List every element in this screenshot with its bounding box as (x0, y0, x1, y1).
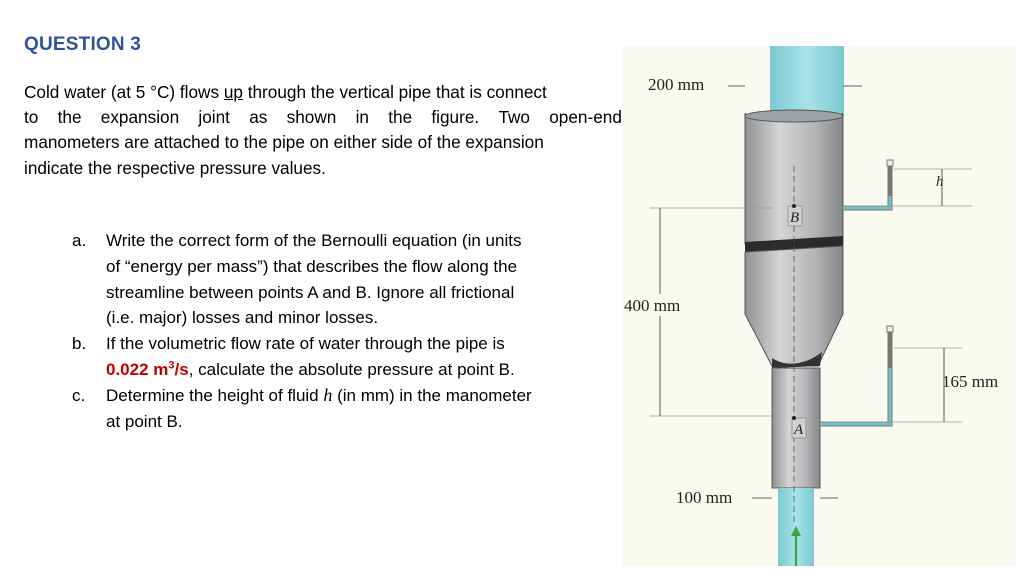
expansion-joint-figure (622, 46, 1016, 566)
part-a-line: Write the correct form of the Bernoulli equation (in units (106, 231, 522, 250)
part-c-label: c. (72, 385, 86, 405)
question-parts (72, 228, 612, 434)
variable-h: h (323, 384, 333, 405)
upper-pipe-rim (745, 110, 843, 122)
intro-line-2: to the expansion joint as shown in the figure. Two open-end (24, 107, 622, 128)
upper-water-column (770, 46, 844, 116)
part-b-line: 0.022 $m^3/s$, calculate the absolute pressure at point B. (106, 359, 515, 379)
point-b-label: B (790, 210, 800, 226)
underlined-word: up (223, 82, 243, 102)
part-a-label: a. (72, 231, 87, 250)
dim-400mm: 400 mm (624, 296, 681, 315)
dim-100mm: 100 mm (676, 488, 733, 507)
manometer-b-tip (887, 160, 893, 166)
part-b-line: If the volumetric flow rate of water through the pipe is (106, 334, 505, 354)
part-a-line: (i.e. major) losses and minor losses. (106, 308, 379, 328)
part-b (72, 331, 612, 383)
point-b-marker (792, 204, 796, 208)
question-intro (24, 80, 622, 190)
part-a-line: streamline between points A and B. Ignore all frictional (106, 282, 515, 302)
dim-200mm: 200 mm (648, 75, 705, 94)
flow-rate-value: 0.022 $m^3/s$ (106, 359, 189, 379)
dim-165mm: 165 mm (942, 372, 999, 391)
intro-line-3: manometers are attached to the pipe on either side of the expansion (24, 132, 544, 153)
part-c-line: at point B. (106, 411, 183, 431)
h-label: h (936, 174, 944, 190)
part-a-line: of “energy per mass”) that describes the flow along the (106, 256, 518, 276)
point-a-label: A (794, 422, 804, 438)
part-a (72, 228, 612, 331)
intro-line-1: Cold water (at 5 °C) flows up through the vertical pipe that is connect (24, 82, 547, 102)
point-a-marker (792, 416, 796, 420)
part-c (72, 383, 612, 435)
manometer-a-tip (887, 326, 893, 332)
part-b-label: b. (72, 334, 87, 354)
intro-line-4: indicate the respective pressure values. (24, 157, 326, 178)
part-c-line: Determine the height of fluid h (in mm) in the manometer (106, 384, 532, 405)
question-heading: QUESTION 3 (24, 34, 142, 55)
